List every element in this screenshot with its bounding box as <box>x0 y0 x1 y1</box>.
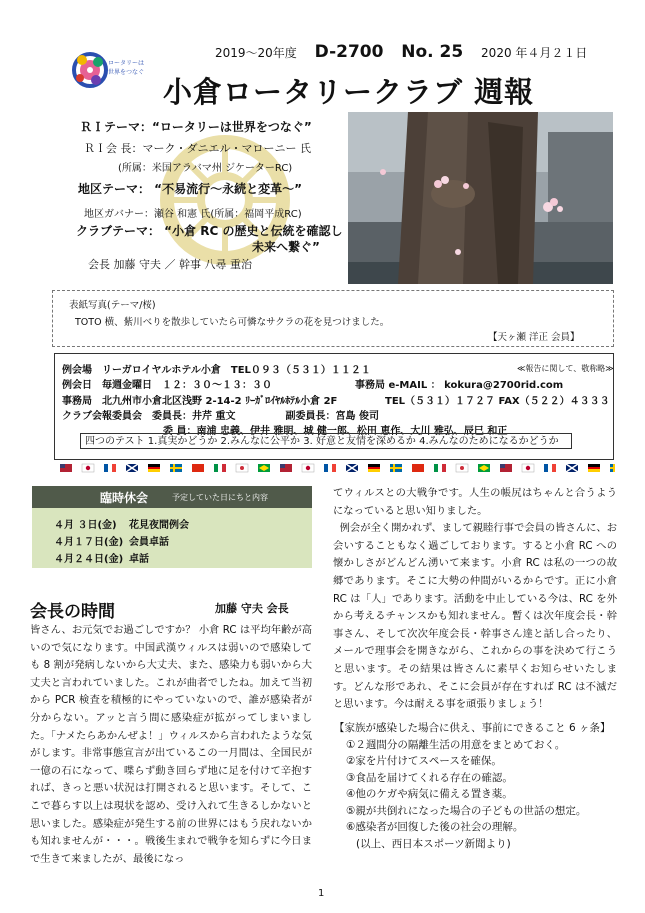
meeting-day: 例会日 毎週金曜日 １２：３０～１３：３０ <box>62 380 272 391</box>
president-corner-author: 加藤 守夫 会長 <box>215 602 289 615</box>
cover-caption-box <box>52 290 614 347</box>
list-item: ④他のケガや病気に備える置き薬。 <box>346 788 513 800</box>
ri-president: ＲＩ会 長：マーク・ダニエル・マローニー 氏 <box>84 142 311 155</box>
logo-text-1: ロータリーは <box>108 60 145 67</box>
cherry-tree-photo-icon <box>348 112 613 284</box>
list-item: ⑥感染者が回復した後の社会の理解。 <box>346 821 524 833</box>
flags-strip-icon <box>60 463 615 473</box>
honorific-notice: ≪報告に関して、敬称略≫ <box>517 364 614 373</box>
list-item: ②家を片付けてスペースを確保。 <box>346 755 502 767</box>
office-email: 事務局 e-MAIL ： kokura@2700rid.com <box>355 380 564 391</box>
office-address: 事務局 北九州市小倉北区浅野 2-14-2 ﾘｰｶﾞﾛｲﾔﾙﾎﾃﾙ小倉 2F <box>62 396 338 407</box>
closure-note: 予定していた日にちと内容 <box>172 493 268 502</box>
bulletin-committee: クラブ会報委員会 委員長：井芹 重文 副委員長：宮島 俊司 <box>62 411 379 422</box>
newsletter-title: 小倉ロータリークラブ 週報 <box>163 75 535 109</box>
committee-members: 委 員：南浦 忠義、伊井 雅明、城 健一郎、松田 恵作、大川 雅弘、辰巳 和正 <box>163 426 508 437</box>
logo-text-2: 世界をつなぐ <box>108 69 145 76</box>
page-number: 1 <box>318 888 325 899</box>
rotary-year: 2019～20年度 <box>215 46 297 60</box>
ri-president-affiliation: (所属：米国アラバマ州 ジケーターRC) <box>118 163 293 174</box>
club-theme-line2: 未来へ繋ぐ” <box>252 240 320 254</box>
club-theme: クラブテーマ： “小倉 RC の歴史と伝統を確認し <box>76 224 343 238</box>
closure-row: ４月２４日(金) 卓話 <box>54 554 149 565</box>
preparation-title: 【家族が感染した場合に供え、事前にできること 6 ヶ条】 <box>334 722 611 734</box>
president-corner-title: 会長の時間 <box>30 602 115 622</box>
office-tel-fax: TEL（５３１）１７２７ FAX（５２２）４３３３ <box>385 396 610 407</box>
cover-text: TOTO 横、紫川べりを散歩していたら可憐なサクラの花を見つけました。 <box>75 317 390 328</box>
district-theme: 地区テーマ： “不易流行～永続と変革～” <box>78 182 302 196</box>
issue-number: No. 25 <box>401 42 464 62</box>
closure-row: ４月１７日(金) 会員卓話 <box>54 537 169 548</box>
issue-header <box>215 42 601 62</box>
issue-date: 2020 年４月２１日 <box>481 46 588 60</box>
preparation-source: (以上、西日本スポーツ新聞より) <box>356 837 511 850</box>
ri-theme: ＲＩテーマ：“ロータリーは世界をつなぐ” <box>80 120 312 134</box>
list-item: ⑤親が共倒れになった場合の子どもの世話の想定。 <box>346 804 587 817</box>
closure-row: ４月 ３日(金) 花見夜間例会 <box>54 520 189 531</box>
closure-title: 臨時休会 <box>100 491 149 505</box>
rotary-logo <box>66 40 145 102</box>
club-officers: 会長 加藤 守夫 ／ 幹事 八尋 重治 <box>88 258 252 271</box>
temporary-closure-box <box>32 486 312 568</box>
list-item: ①２週間分の隔離生活の用意をまとめておく。 <box>346 738 566 751</box>
cover-label: 表紙写真(テーマ/桜) <box>69 300 156 311</box>
cover-photo <box>348 112 613 284</box>
district-number: D-2700 <box>314 42 384 62</box>
president-message-right: てウィルスとの大戦争です。人生の帳尻はちゃんと合うようになっていると思い知りました。 例会が全く開かれず、まして親睦行事で会員の皆さんに、お会いすることもなく過ごしております。すると小倉 RC への懐かしさがどんどん湧いて来ます。小倉 RC は私の一つの故郷であります。そこに大勢の仲間がいるからです。正に小倉 RC は「人」であります。活動を中止している今は、RC を外から考えるチャンスかも知れません。暫くは次年度会長・幹事さん、そして次次年度会長・幹事さん達と話し合ったり、メールで理事会を開きながら、これからの事を決めて行こうと思います。その結果は皆さんに素早くお知らせいたします。どんな形であれ、そこに会員が存在すれば RC は不滅だと思います。今は耐える事を頑張りましょう！ <box>333 487 618 711</box>
four-way-test: 四つのテスト 1.真実かどうか 2.みんなに公平か 3. 好意と友情を深めるか 4.みんなのためになるかどうか <box>80 433 572 449</box>
cover-credit: 【天ヶ瀬 洋正 会員】 <box>488 332 580 343</box>
closure-header <box>32 486 312 508</box>
meeting-venue: 例会場 リーガロイヤルホテル小倉 TEL０９３（５３１）１１２１ <box>62 365 371 376</box>
district-governor: 地区ガバナー：瀬谷 和憲 氏(所属：福岡平成RC) <box>84 209 302 220</box>
infection-preparation-list <box>334 720 616 852</box>
president-message-left: 皆さん、お元気でお過ごしですか？ 小倉 RC は平均年齢が高いので気になります。中国武漢ウィルスは弱いので感染しても 8 割が発病しないから大丈夫、また、感染力も弱いから大丈夫と言われていました。これが曲者でしたね。加えて当初から PCR 検査を積極的にやっていないので、誰が感染者が分からない。アッと言う間に感染症が拡がってしまいました。「ナメたらあかんぜよ！」ウィルスから言われたような気がします。非常事態宣言が出ているこの一月間は、全国民が一億の石になって、喋らず動き回らず地に足を付けて辛抱すれば、きっと悪い状況は打開されると思います。そして、ここで暮らす以上は現状を認め、受け入れて生きるしかないと思いました。感染症が発生する前の世界にはもう戻れないかも知れませんが・・・。戦後生まれで戦争を知らずに今日まで生きて来ましたが、最後になっ <box>30 624 312 865</box>
list-item: ③食品を届けてくれる存在の確認。 <box>346 771 513 784</box>
